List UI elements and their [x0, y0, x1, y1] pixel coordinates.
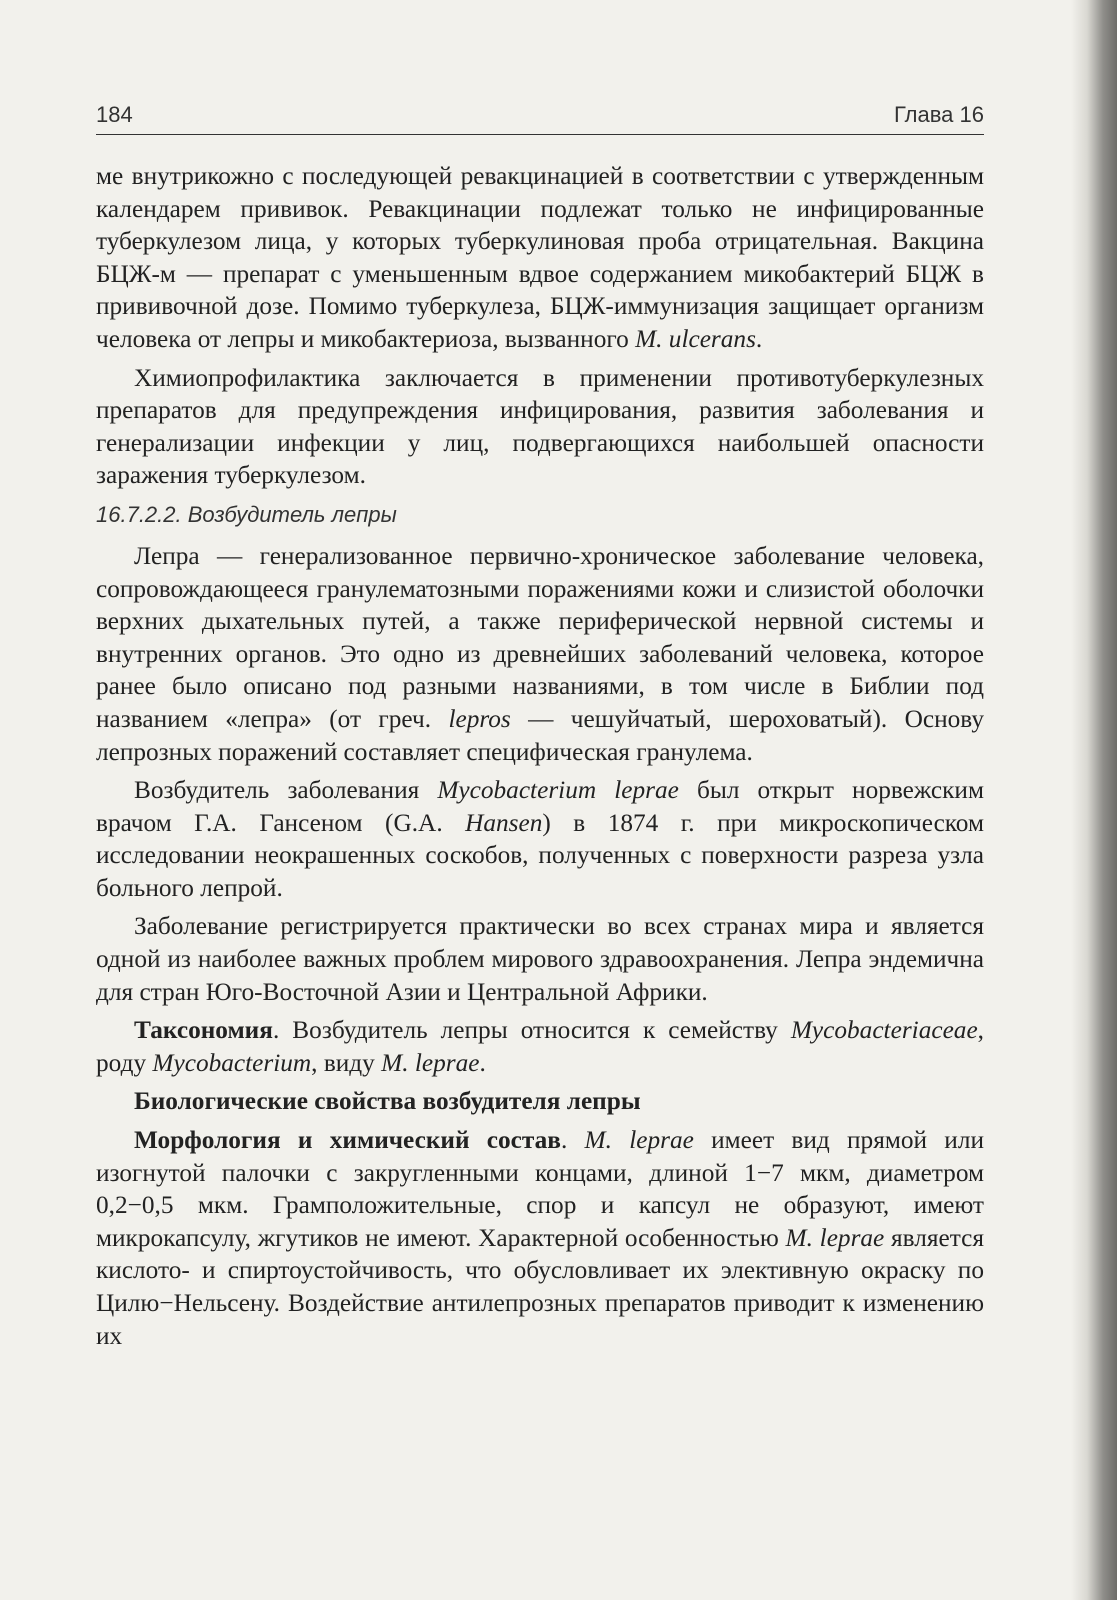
book-page [96, 0, 986, 1600]
paragraph-morphology: Морфология и химический состав. M. leprae имеет вид прямой или изогнутой палочки с закругленными концами, длиной 1−7 мкм, диаметром 0,2−0,5 мкм. Грамположительные, спор и капсул не образуют, имеют микрокапсулу, жгутиков не имеют. Характерной особенностью M. leprae является кислото- и спиртоустойчивость, что обусловливает их элективную окраску по Цилю−Нельсену. Воздействие антилепрозных препаратов приводит к изменению их [96, 1126, 984, 1350]
paragraph-bcg-vaccination: ме внутрикожно с последующей ревакцинацией в соответствии с утвержденным календарем прививок. Ревакцинации подлежат только не инфицированные туберкулезом лица, у которых туберкулиновая проба отрицательная. Вакцина БЦЖ-м — препарат с уменьшенным вдвое содержанием микобактерий БЦЖ в прививочной дозе. Помимо туберкулеза, БЦЖ-иммунизация защищает организм человека от лепры и микобактериоза, вызванного M. ulcerans. [96, 162, 984, 353]
section-heading: 16.7.2.2. Возбудитель лепры [96, 501, 397, 527]
paragraph-taxonomy: Таксономия. Возбудитель лепры относится к семейству Mycobacteriaceae, роду Mycobacterium, виду M. leprae. [96, 1016, 984, 1077]
paragraph-leprosy-definition: Лепра — генерализованное первично-хроническое заболевание человека, сопровождающееся гранулематозными поражениями кожи и слизистой оболочки верхних дыхательных путей, а также периферической нервной системы и внутренних органов. Это одно из древнейших заболеваний человека, которое ранее было описано под разными названиями, в том числе в Библии под названием «лепра» (от греч. lepros — чешуйчатый, шероховатый). Основу лепрозных поражений составляет специфическая гранулема. [96, 541, 985, 766]
subheading-biological-properties: Биологические свойства возбудителя лепры [134, 1087, 641, 1116]
page-edge-shadow [1071, 0, 1117, 1600]
body-text [96, 160, 984, 1358]
paragraph-discovery: Возбудитель заболевания Mycobacterium leprae был открыт норвежским врачом Г.А. Гансеном (G.A. Hansen) в 1874 г. при микроскопическом исследовании неокрашенных соскобов, полученных с поверхности разреза узла больного лепрой. [96, 776, 984, 902]
chapter-title: Глава 16 [893, 102, 984, 127]
paragraph-chemoprophylaxis: Химиопрофилактика заключается в применении противотуберкулезных препаратов для предупреждения инфицирования, развития заболевания и генерализации инфекции у лиц, подвергающихся наибольшей опасности заражения туберкулезом. [96, 363, 984, 490]
page-number: 184 [96, 102, 133, 127]
running-header [96, 100, 984, 135]
paragraph-epidemiology: Заболевание регистрируется практически во всех странах мира и является одной из наиболее важных проблем мирового здравоохранения. Лепра эндемична для стран Юго-Восточной Азии и Центральной Африки. [96, 912, 984, 1006]
